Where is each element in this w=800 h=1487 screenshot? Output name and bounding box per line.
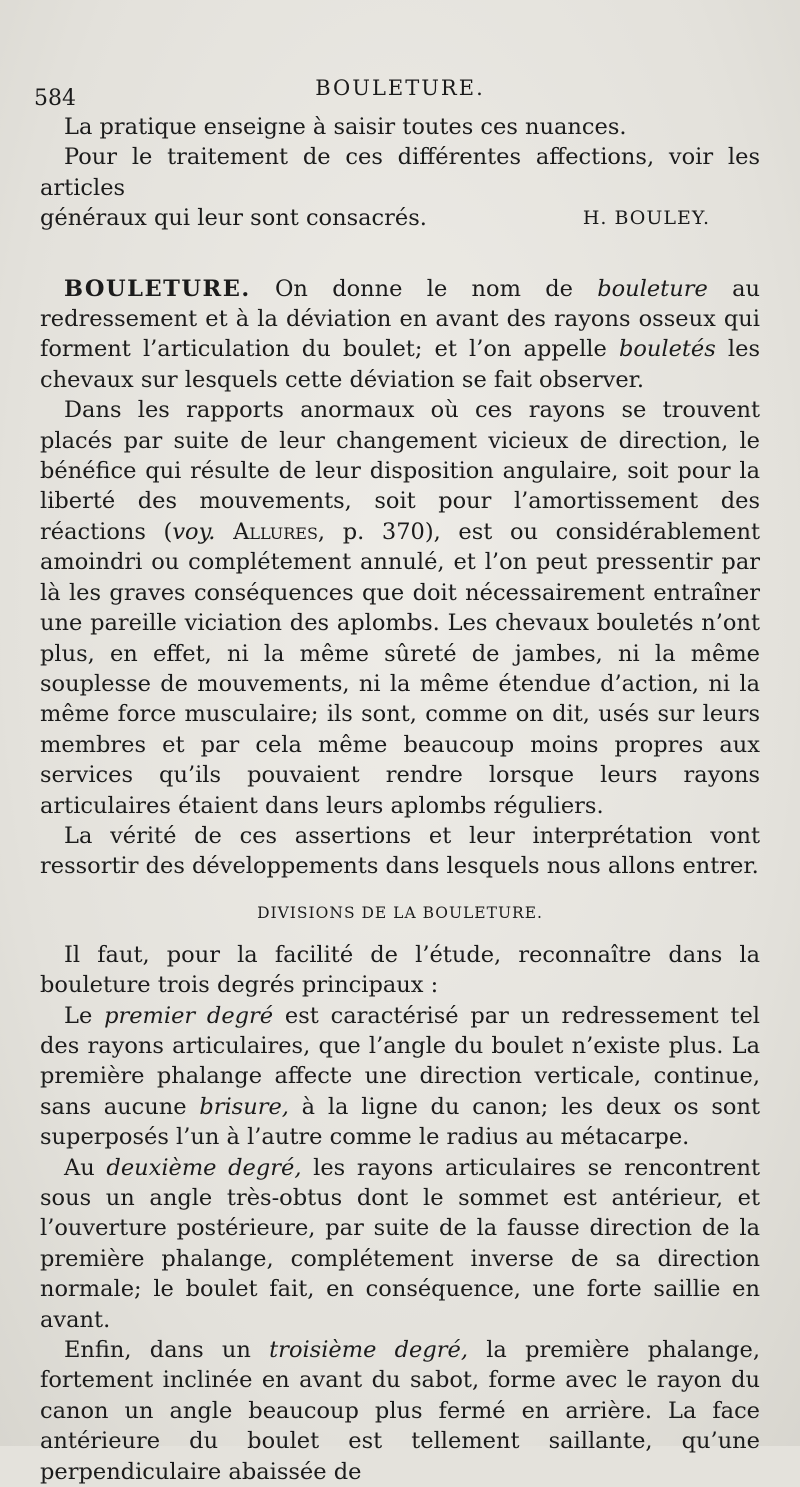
section-paragraph-4 — [40, 1335, 760, 1487]
article-paragraph-2 — [40, 395, 760, 821]
article-paragraph-3: La vérité de ces assertions et leur interprétation vont ressortir des développements dans lesquels nous allons entrer. — [40, 822, 760, 880]
section-paragraph-1: Il faut, pour la facilité de l’étude, reconnaître dans la bouleture trois degrés principaux : — [40, 941, 760, 999]
previous-article-paragraph: Pour le traitement de ces différentes affections, voir les articles — [40, 144, 760, 201]
paragraph-text: Enfin, dans un — [64, 1337, 270, 1364]
paragraph-text: Au — [64, 1154, 107, 1181]
italic-term: bouleture — [597, 275, 708, 302]
page-number: 584 — [34, 86, 76, 111]
previous-article-paragraph-end: généraux qui leur sont consacrés. — [40, 205, 427, 232]
paragraph-text: Le — [64, 1002, 105, 1029]
italic-term: brisure, — [199, 1093, 289, 1120]
paragraph-text: les chevaux sur lesquels cette déviation se fait observer. — [40, 336, 760, 393]
italic-term: deuxième degré, — [106, 1154, 302, 1181]
section-heading: DIVISIONS DE LA BOULETURE. — [257, 903, 543, 922]
paragraph-text: est caractérisé par un redressement tel des rayons articulaires, que l’angle du boulet n’existe plus. La première phalange affecte une direction verticale, continue, sans aucune — [40, 1002, 760, 1120]
section-paragraph-2 — [40, 1001, 760, 1153]
italic-term: troisième degré, — [269, 1337, 468, 1364]
paragraph-text: la première phalange, fortement inclinée en avant du sabot, forme avec le rayon du canon un angle beaucoup plus fermé en arrière. La face antérieure du boulet est tellement saillante, qu’une perpendiculaire abaissée de — [40, 1337, 760, 1485]
italic-term: premier degré — [104, 1002, 274, 1029]
paragraph-text: Dans les rapports anormaux où ces rayons se trouvent placés par suite de leur changement vicieux de direction, le bénéfice qui résulte de leur disposition angulaire, soit pour la liberté des mouvements, soit pour l’amortissement des réactions ( — [40, 397, 760, 545]
paragraph-text: , p. 370), est ou considérablement amoindri ou complétement annulé, et l’on peut pressentir par là les graves conséquences que doit nécessairement entraîner une pareille viciation des aplombs. Les chevaux bouletés n’ont plus, en effet, ni la même sûreté de jambes, ni la même souplesse de mouvements, ni la même étendue d’action, ni la même force musculaire; ils sont, comme on dit, usés sur leurs membres et par cela même beaucoup moins propres aux services qu’ils pouvaient rendre lorsque leurs rayons articulaires étaient dans leurs aplombs réguliers. — [40, 518, 760, 819]
page-header — [34, 68, 760, 111]
article-separator — [40, 234, 760, 274]
previous-article-line: La pratique enseigne à saisir toutes ces nuances. — [64, 114, 627, 140]
italic-term: bouletés — [618, 336, 716, 363]
running-head: BOULETURE. — [315, 76, 485, 100]
section-paragraph-3 — [40, 1153, 760, 1335]
author-signature: H. BOULEY. — [582, 207, 710, 230]
italic-term: voy. — [172, 518, 216, 545]
paragraph-text: à la ligne du canon; les deux os sont superposés l’un à l’autre comme le radius au métacarpe. — [40, 1093, 760, 1151]
previous-article-closing — [40, 203, 760, 233]
article-paragraph-1 — [40, 274, 760, 396]
paragraph-text: On donne le nom de — [250, 275, 598, 302]
paragraph-text: les rayons articulaires se rencontrent sous un angle très-obtus dont le sommet est antérieur, et l’ouverture postérieure, par suite de la fausse direction de la première phalange, complétement inverse de sa direction normale; le boulet fait, en conséquence, une forte saillie en avant. — [40, 1154, 760, 1333]
paragraph-text: au redressement et à la déviation en avant des rayons osseux qui forment l’articulation du boulet; et l’on appelle — [40, 275, 760, 363]
cross-reference: Allures — [233, 518, 318, 545]
article-term: BOULETURE. — [64, 275, 251, 302]
